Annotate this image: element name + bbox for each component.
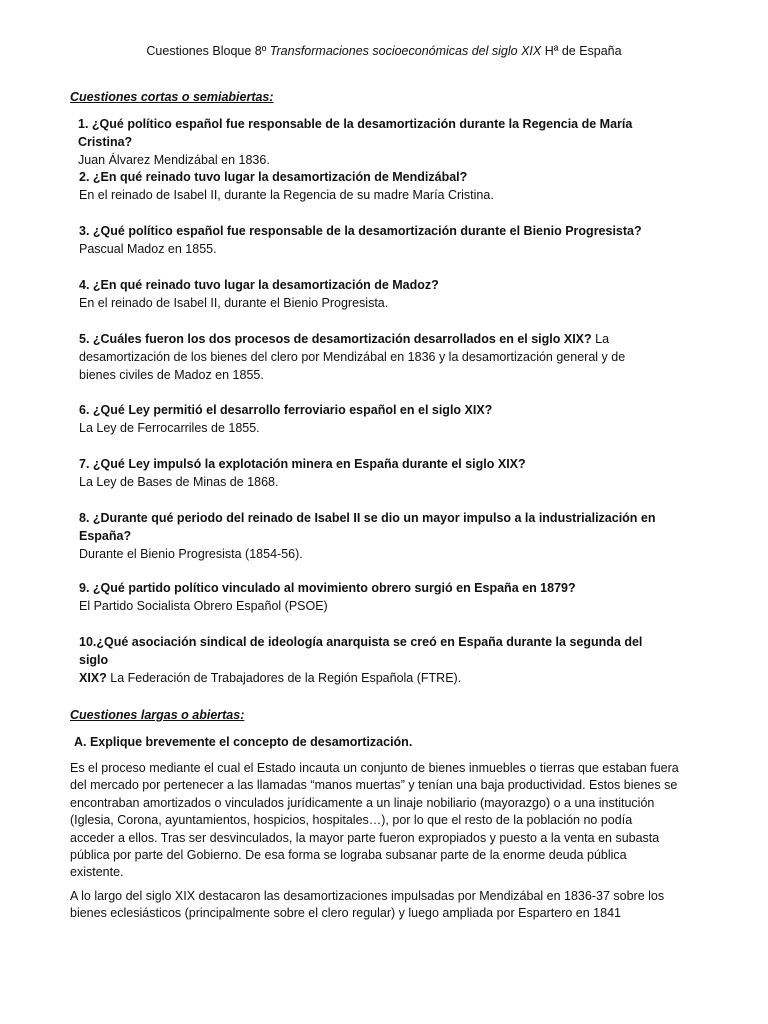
section-heading-short: Cuestiones cortas o semiabiertas: [70, 90, 274, 104]
paragraph-line: encontraban amortizados o vinculados jurídicamente a un linaje nobiliario (mayorazgo) o a una institución [70, 795, 655, 810]
paragraph-line: pública por parte del Gobierno. De esa forma se lograba subsanar parte de la enorme deuda pública [70, 848, 627, 863]
answer-text: El Partido Socialista Obrero Español (PSOE) [79, 599, 328, 613]
question-item [79, 276, 659, 312]
paragraph-line: (Iglesia, Corona, ayuntamientos, hospicios, hospitales…), por lo que el resto de la población no podía [70, 813, 633, 828]
question-item [79, 455, 659, 491]
paragraph-line: existente. [70, 865, 124, 880]
question-item [79, 401, 659, 437]
question-text: 7. ¿Qué Ley impulsó la explotación minera en España durante el siglo XIX? [79, 457, 526, 471]
answer-text: En el reinado de Isabel II, durante la Regencia de su madre María Cristina. [79, 188, 494, 202]
question-item [79, 633, 659, 687]
answer-text: En el reinado de Isabel II, durante el Bienio Progresista. [79, 296, 389, 310]
paragraph-line: bienes eclesiásticos (principalmente sobre el clero regular) y luego ampliada por Espartero en 1841 [70, 906, 621, 921]
question-item [78, 115, 658, 169]
question-item [79, 168, 659, 204]
question-item [79, 509, 659, 563]
answer-text: La Ley de Ferrocarriles de 1855. [79, 421, 260, 435]
question-text: 6. ¿Qué Ley permitió el desarrollo ferroviario español en el siglo XIX? [79, 403, 493, 417]
answer-text: desamortización de los bienes del clero por Mendizábal en 1836 y la desamortización general y de [79, 350, 626, 364]
question-item [79, 222, 659, 258]
question-text: 2. ¿En qué reinado tuvo lugar la desamortización de Mendizábal? [79, 170, 468, 184]
question-text: 10.¿Qué asociación sindical de ideología anarquista se creó en España durante la segunda del siglo [79, 635, 643, 667]
paragraph-2 [70, 888, 698, 923]
question-line [79, 669, 659, 687]
question-text: 1. ¿Qué político español fue responsable de la desamortización durante la Regencia de María Cristina? [78, 117, 633, 149]
question-text-continued: España? [79, 529, 132, 543]
question-text: 3. ¿Qué político español fue responsable de la desamortización durante el Bienio Progresista? [79, 224, 642, 238]
part-a-title: A. Explique brevemente el concepto de desamortización. [74, 735, 413, 749]
paragraph-line: del mercado por pertenecer a las llamadas “manos muertas” y tenían una baja productividad. Estos bienes se [70, 778, 678, 793]
question-line [79, 330, 659, 348]
question-text: 9. ¿Qué partido político vinculado al movimiento obrero surgió en España en 1879? [79, 581, 576, 595]
question-text-continued: XIX? [79, 671, 107, 685]
title-italic: Transformaciones socioeconómicas del siglo XIX [269, 44, 542, 58]
paragraph-line: Es el proceso mediante el cual el Estado incauta un conjunto de bienes inmuebles o tierras que estaban fuera [70, 761, 679, 775]
title-prefix: Cuestiones Bloque 8º [146, 44, 270, 58]
answer-text: Pascual Madoz en 1855. [79, 242, 217, 256]
paragraph-line: A lo largo del siglo XIX destacaron las desamortizaciones impulsadas por Mendizábal en 1836-37 sobre los [70, 889, 665, 903]
question-text: 4. ¿En qué reinado tuvo lugar la desamortización de Madoz? [79, 278, 439, 292]
question-item [79, 330, 659, 384]
answer-text: Durante el Bienio Progresista (1854-56). [79, 547, 303, 561]
question-text: 5. ¿Cuáles fueron los dos procesos de desamortización desarrollados en el siglo XIX? [79, 332, 592, 346]
answer-text-continued: bienes civiles de Madoz en 1855. [79, 368, 264, 382]
document-title [0, 42, 768, 60]
question-item [79, 579, 659, 615]
paragraph-line: acceder a ellos. Tras ser desvinculados, la mayor parte fueron expropiados y puesto a la venta en subasta [70, 830, 660, 845]
answer-inline: La Federación de Trabajadores de la Región Española (FTRE). [106, 671, 462, 685]
answer-text: La Ley de Bases de Minas de 1868. [79, 475, 279, 489]
paragraph-1 [70, 760, 698, 882]
question-text: 8. ¿Durante qué periodo del reinado de Isabel II se dio un mayor impulso a la industrialización en [79, 511, 656, 525]
answer-text: Juan Álvarez Mendizábal en 1836. [78, 153, 270, 167]
section-heading-long: Cuestiones largas o abiertas: [70, 708, 245, 722]
title-suffix: Hª de España [541, 44, 622, 58]
answer-inline: La [591, 332, 610, 346]
